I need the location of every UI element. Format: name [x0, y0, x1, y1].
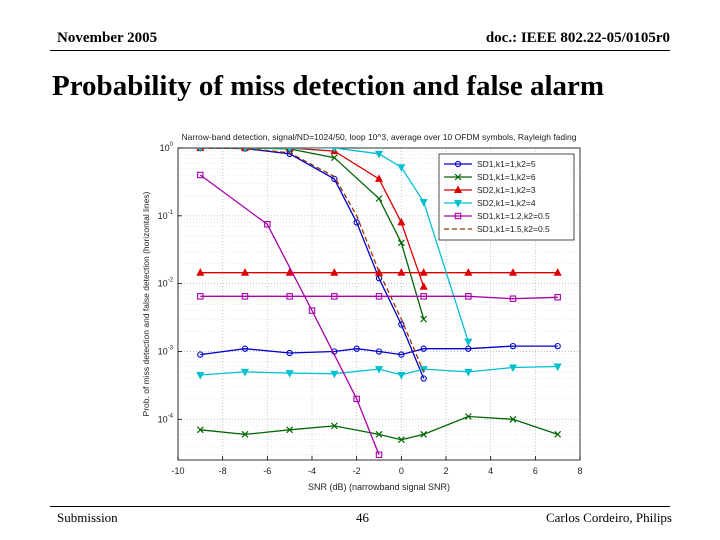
- x-tick-label: -2: [352, 466, 361, 476]
- footer-page-number: 46: [356, 510, 369, 525]
- legend-label: SD1,k1=1.5,k2=0.5: [477, 224, 550, 234]
- x-tick-label: -10: [171, 466, 185, 476]
- slide-title: Probability of miss detection and false alarm: [52, 70, 605, 102]
- x-tick-label: -4: [307, 466, 317, 476]
- chart: [135, 128, 595, 498]
- header-doc-id: doc.: IEEE 802.22-05/0105r0: [485, 30, 670, 46]
- x-tick-label: 2: [443, 466, 449, 476]
- y-tick-label: $10^{-4}$: [157, 413, 173, 425]
- legend-label: SD1,k1=1,k2=5: [477, 159, 536, 169]
- y-axis-label: Prob. of miss detection and false detection (horizontal lines): [141, 191, 151, 417]
- header-date: November 2005: [57, 30, 158, 46]
- x-tick-label: 0: [398, 466, 404, 476]
- y-tick-label: $10^{-3}$: [157, 345, 173, 357]
- y-tick-label: $10^{-2}$: [157, 277, 173, 289]
- legend-label: SD1,k1=1.2,k2=0.5: [477, 211, 550, 221]
- x-axis-label: SNR (dB) (narrowband signal SNR): [307, 482, 451, 492]
- y-tick-label: $10^0$: [159, 142, 173, 153]
- legend-label: SD1,k1=1,k2=6: [477, 172, 536, 182]
- footer-rule: [50, 506, 670, 507]
- header-rule: [50, 50, 670, 51]
- x-tick-label: -8: [218, 466, 227, 476]
- legend-label: SD2,k1=1,k2=4: [477, 198, 536, 208]
- x-tick-label: -6: [263, 466, 272, 476]
- legend-label: SD2,k1=1,k2=3: [477, 185, 536, 195]
- x-tick-label: 8: [577, 466, 583, 476]
- y-tick-label: $10^{-1}$: [157, 209, 173, 221]
- x-tick-label: 4: [488, 466, 494, 476]
- footer-author: Carlos Cordeiro, Philips: [545, 510, 672, 525]
- x-tick-label: 6: [532, 466, 538, 476]
- footer-submission: Submission: [57, 510, 118, 525]
- chart-title: Narrow-band detection, signal/ND=1024/50, loop 10^3, average over 10 OFDM symbols, Rayleigh fading: [181, 132, 577, 142]
